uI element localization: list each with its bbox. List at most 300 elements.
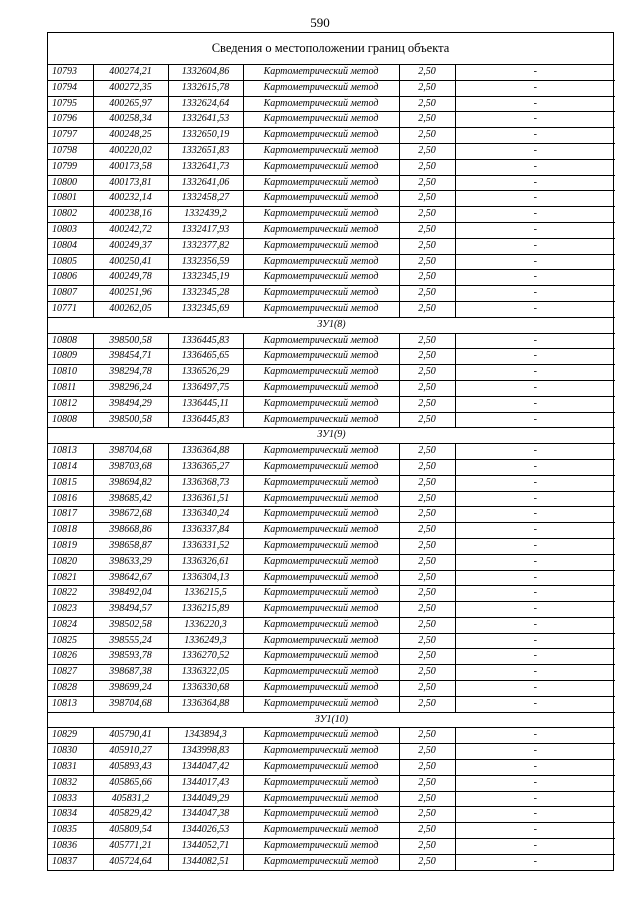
point-number-cell: 10799 (48, 159, 93, 175)
description-cell: - (455, 333, 615, 349)
method-cell: Картометрический метод (243, 254, 399, 270)
table-row (48, 839, 615, 855)
coordinate-y-cell: 1336465,65 (168, 349, 243, 365)
point-number-cell: 10817 (48, 507, 93, 523)
point-number-cell: 10819 (48, 538, 93, 554)
point-number-cell: 10826 (48, 649, 93, 665)
accuracy-cell: 2,50 (399, 775, 455, 791)
method-cell: Картометрический метод (243, 238, 399, 254)
description-cell: - (455, 491, 615, 507)
coordinate-x-cell: 398500,58 (93, 412, 168, 428)
accuracy-cell: 2,50 (399, 586, 455, 602)
coordinate-x-cell: 405724,64 (93, 854, 168, 869)
coordinate-x-cell: 405790,41 (93, 728, 168, 744)
section-row (48, 317, 615, 333)
coordinate-y-cell: 1336249,3 (168, 633, 243, 649)
point-number-cell: 10829 (48, 728, 93, 744)
coordinate-y-cell: 1336497,75 (168, 380, 243, 396)
method-cell: Картометрический метод (243, 207, 399, 223)
description-cell: - (455, 396, 615, 412)
table-row (48, 459, 615, 475)
point-number-cell: 10796 (48, 112, 93, 128)
coordinate-y-cell: 1332641,06 (168, 175, 243, 191)
section-label: ЗУ1(9) (48, 428, 615, 444)
description-cell: - (455, 681, 615, 697)
method-cell: Картометрический метод (243, 538, 399, 554)
coordinate-x-cell: 398633,29 (93, 554, 168, 570)
coordinate-y-cell: 1336215,5 (168, 586, 243, 602)
table-row (48, 507, 615, 523)
description-cell: - (455, 807, 615, 823)
method-cell: Картометрический метод (243, 775, 399, 791)
table-row (48, 286, 615, 302)
description-cell: - (455, 459, 615, 475)
accuracy-cell: 2,50 (399, 854, 455, 869)
table-row (48, 444, 615, 460)
table-row (48, 823, 615, 839)
accuracy-cell: 2,50 (399, 191, 455, 207)
method-cell: Картометрический метод (243, 96, 399, 112)
point-number-cell: 10807 (48, 286, 93, 302)
table-row (48, 681, 615, 697)
coordinate-y-cell: 1336330,68 (168, 681, 243, 697)
accuracy-cell: 2,50 (399, 570, 455, 586)
coordinate-x-cell: 398672,68 (93, 507, 168, 523)
table-row (48, 523, 615, 539)
point-number-cell: 10825 (48, 633, 93, 649)
method-cell: Картометрический метод (243, 159, 399, 175)
section-row (48, 712, 615, 728)
coordinate-y-cell: 1336445,83 (168, 333, 243, 349)
point-number-cell: 10795 (48, 96, 93, 112)
description-cell: - (455, 207, 615, 223)
accuracy-cell: 2,50 (399, 649, 455, 665)
coordinate-y-cell: 1336220,3 (168, 617, 243, 633)
method-cell: Картометрический метод (243, 681, 399, 697)
table-header-title: Сведения о местоположении границ объекта (48, 33, 613, 65)
accuracy-cell: 2,50 (399, 696, 455, 712)
accuracy-cell: 2,50 (399, 617, 455, 633)
description-cell: - (455, 728, 615, 744)
method-cell: Картометрический метод (243, 333, 399, 349)
coordinate-x-cell: 405829,42 (93, 807, 168, 823)
method-cell: Картометрический метод (243, 507, 399, 523)
point-number-cell: 10823 (48, 602, 93, 618)
description-cell: - (455, 523, 615, 539)
description-cell: - (455, 349, 615, 365)
description-cell: - (455, 775, 615, 791)
description-cell: - (455, 96, 615, 112)
table-row (48, 349, 615, 365)
coordinate-x-cell: 400272,35 (93, 80, 168, 96)
description-cell: - (455, 143, 615, 159)
accuracy-cell: 2,50 (399, 159, 455, 175)
accuracy-cell: 2,50 (399, 475, 455, 491)
accuracy-cell: 2,50 (399, 507, 455, 523)
table-row (48, 760, 615, 776)
accuracy-cell: 2,50 (399, 286, 455, 302)
coordinate-x-cell: 405865,66 (93, 775, 168, 791)
accuracy-cell: 2,50 (399, 143, 455, 159)
table-row (48, 602, 615, 618)
accuracy-cell: 2,50 (399, 222, 455, 238)
coordinate-y-cell: 1336270,52 (168, 649, 243, 665)
table-row (48, 333, 615, 349)
description-cell: - (455, 570, 615, 586)
coordinate-x-cell: 400262,05 (93, 301, 168, 317)
point-number-cell: 10835 (48, 823, 93, 839)
table-row (48, 222, 615, 238)
coordinate-y-cell: 1332458,27 (168, 191, 243, 207)
table-row (48, 791, 615, 807)
coordinate-y-cell: 1336340,24 (168, 507, 243, 523)
method-cell: Картометрический метод (243, 286, 399, 302)
accuracy-cell: 2,50 (399, 665, 455, 681)
coordinate-x-cell: 398494,57 (93, 602, 168, 618)
coordinate-x-cell: 398500,58 (93, 333, 168, 349)
coordinate-x-cell: 400249,37 (93, 238, 168, 254)
method-cell: Картометрический метод (243, 80, 399, 96)
coordinate-x-cell: 400274,21 (93, 65, 168, 80)
method-cell: Картометрический метод (243, 270, 399, 286)
coordinate-x-cell: 400173,81 (93, 175, 168, 191)
point-number-cell: 10813 (48, 444, 93, 460)
accuracy-cell: 2,50 (399, 791, 455, 807)
method-cell: Картометрический метод (243, 665, 399, 681)
coordinate-x-cell: 398704,68 (93, 444, 168, 460)
description-cell: - (455, 586, 615, 602)
point-number-cell: 10797 (48, 128, 93, 144)
table-row (48, 175, 615, 191)
coordinate-x-cell: 400232,14 (93, 191, 168, 207)
table-row (48, 191, 615, 207)
method-cell: Картометрический метод (243, 491, 399, 507)
table-row (48, 396, 615, 412)
accuracy-cell: 2,50 (399, 396, 455, 412)
accuracy-cell: 2,50 (399, 633, 455, 649)
section-row (48, 428, 615, 444)
coordinate-x-cell: 400250,41 (93, 254, 168, 270)
point-number-cell: 10800 (48, 175, 93, 191)
description-cell: - (455, 665, 615, 681)
page-number: 590 (310, 15, 330, 30)
point-number-cell: 10830 (48, 744, 93, 760)
accuracy-cell: 2,50 (399, 270, 455, 286)
coordinate-y-cell: 1332641,53 (168, 112, 243, 128)
point-number-cell: 10832 (48, 775, 93, 791)
accuracy-cell: 2,50 (399, 175, 455, 191)
coordinate-x-cell: 400220,02 (93, 143, 168, 159)
table-row (48, 96, 615, 112)
coordinate-x-cell: 400248,25 (93, 128, 168, 144)
method-cell: Картометрический метод (243, 191, 399, 207)
accuracy-cell: 2,50 (399, 238, 455, 254)
coordinate-y-cell: 1336368,73 (168, 475, 243, 491)
description-cell: - (455, 617, 615, 633)
point-number-cell: 10801 (48, 191, 93, 207)
coordinate-y-cell: 1336361,51 (168, 491, 243, 507)
section-label: ЗУ1(10) (48, 712, 615, 728)
accuracy-cell: 2,50 (399, 254, 455, 270)
description-cell: - (455, 128, 615, 144)
coordinate-y-cell: 1344049,29 (168, 791, 243, 807)
description-cell: - (455, 538, 615, 554)
table-row (48, 570, 615, 586)
coordinate-x-cell: 400238,16 (93, 207, 168, 223)
description-cell: - (455, 222, 615, 238)
description-cell: - (455, 507, 615, 523)
table-row (48, 80, 615, 96)
coordinate-y-cell: 1336364,88 (168, 696, 243, 712)
point-number-cell: 10815 (48, 475, 93, 491)
accuracy-cell: 2,50 (399, 301, 455, 317)
accuracy-cell: 2,50 (399, 523, 455, 539)
accuracy-cell: 2,50 (399, 728, 455, 744)
method-cell: Картометрический метод (243, 175, 399, 191)
method-cell: Картометрический метод (243, 602, 399, 618)
coordinate-x-cell: 400242,72 (93, 222, 168, 238)
coordinate-y-cell: 1332439,2 (168, 207, 243, 223)
description-cell: - (455, 839, 615, 855)
accuracy-cell: 2,50 (399, 349, 455, 365)
coordinate-x-cell: 398294,78 (93, 365, 168, 381)
accuracy-cell: 2,50 (399, 807, 455, 823)
coordinate-x-cell: 398555,24 (93, 633, 168, 649)
accuracy-cell: 2,50 (399, 365, 455, 381)
accuracy-cell: 2,50 (399, 207, 455, 223)
coordinate-x-cell: 398685,42 (93, 491, 168, 507)
description-cell: - (455, 175, 615, 191)
point-number-cell: 10822 (48, 586, 93, 602)
table-row (48, 112, 615, 128)
table-row (48, 538, 615, 554)
table-row (48, 207, 615, 223)
table-row (48, 775, 615, 791)
description-cell: - (455, 65, 615, 80)
coordinate-y-cell: 1332615,78 (168, 80, 243, 96)
description-cell: - (455, 365, 615, 381)
coordinate-x-cell: 405809,54 (93, 823, 168, 839)
point-number-cell: 10814 (48, 459, 93, 475)
description-cell: - (455, 444, 615, 460)
point-number-cell: 10827 (48, 665, 93, 681)
description-cell: - (455, 159, 615, 175)
coordinate-y-cell: 1344017,43 (168, 775, 243, 791)
point-number-cell: 10798 (48, 143, 93, 159)
method-cell: Картометрический метод (243, 570, 399, 586)
method-cell: Картометрический метод (243, 823, 399, 839)
coordinate-y-cell: 1336365,27 (168, 459, 243, 475)
accuracy-cell: 2,50 (399, 554, 455, 570)
accuracy-cell: 2,50 (399, 112, 455, 128)
table-row (48, 696, 615, 712)
coordinate-x-cell: 398658,87 (93, 538, 168, 554)
accuracy-cell: 2,50 (399, 760, 455, 776)
coordinate-y-cell: 1332604,86 (168, 65, 243, 80)
point-number-cell: 10836 (48, 839, 93, 855)
point-number-cell: 10802 (48, 207, 93, 223)
coordinate-x-cell: 405831,2 (93, 791, 168, 807)
method-cell: Картометрический метод (243, 301, 399, 317)
coordinate-y-cell: 1332417,93 (168, 222, 243, 238)
method-cell: Картометрический метод (243, 617, 399, 633)
point-number-cell: 10821 (48, 570, 93, 586)
coordinate-y-cell: 1332624,64 (168, 96, 243, 112)
method-cell: Картометрический метод (243, 728, 399, 744)
table-row (48, 238, 615, 254)
method-cell: Картометрический метод (243, 791, 399, 807)
accuracy-cell: 2,50 (399, 65, 455, 80)
accuracy-cell: 2,50 (399, 459, 455, 475)
coordinate-x-cell: 398704,68 (93, 696, 168, 712)
coordinate-x-cell: 405910,27 (93, 744, 168, 760)
description-cell: - (455, 238, 615, 254)
coordinate-y-cell: 1332377,82 (168, 238, 243, 254)
accuracy-cell: 2,50 (399, 333, 455, 349)
description-cell: - (455, 554, 615, 570)
method-cell: Картометрический метод (243, 807, 399, 823)
coordinate-x-cell: 400258,34 (93, 112, 168, 128)
table-row (48, 744, 615, 760)
coordinate-y-cell: 1332345,69 (168, 301, 243, 317)
coordinate-x-cell: 398687,38 (93, 665, 168, 681)
table-row (48, 159, 615, 175)
point-number-cell: 10834 (48, 807, 93, 823)
point-number-cell: 10816 (48, 491, 93, 507)
coordinate-x-cell: 405893,43 (93, 760, 168, 776)
table-row (48, 301, 615, 317)
table-row (48, 412, 615, 428)
coordinate-y-cell: 1343998,83 (168, 744, 243, 760)
section-label: ЗУ1(8) (48, 317, 615, 333)
table-row (48, 270, 615, 286)
accuracy-cell: 2,50 (399, 96, 455, 112)
table-row (48, 554, 615, 570)
description-cell: - (455, 823, 615, 839)
coordinates-table (48, 65, 615, 870)
description-cell: - (455, 380, 615, 396)
method-cell: Картометрический метод (243, 475, 399, 491)
coordinate-y-cell: 1344047,38 (168, 807, 243, 823)
point-number-cell: 10809 (48, 349, 93, 365)
point-number-cell: 10812 (48, 396, 93, 412)
method-cell: Картометрический метод (243, 854, 399, 869)
coordinate-y-cell: 1344052,71 (168, 839, 243, 855)
table-row (48, 254, 615, 270)
point-number-cell: 10824 (48, 617, 93, 633)
description-cell: - (455, 696, 615, 712)
coordinate-y-cell: 1336337,84 (168, 523, 243, 539)
description-cell: - (455, 602, 615, 618)
accuracy-cell: 2,50 (399, 823, 455, 839)
method-cell: Картометрический метод (243, 744, 399, 760)
description-cell: - (455, 760, 615, 776)
point-number-cell: 10831 (48, 760, 93, 776)
coordinate-x-cell: 398703,68 (93, 459, 168, 475)
point-number-cell: 10813 (48, 696, 93, 712)
method-cell: Картометрический метод (243, 839, 399, 855)
point-number-cell: 10808 (48, 333, 93, 349)
table-row (48, 365, 615, 381)
description-cell: - (455, 191, 615, 207)
point-number-cell: 10793 (48, 65, 93, 80)
accuracy-cell: 2,50 (399, 80, 455, 96)
coordinate-y-cell: 1336322,05 (168, 665, 243, 681)
method-cell: Картометрический метод (243, 523, 399, 539)
coordinate-x-cell: 405771,21 (93, 839, 168, 855)
table-row (48, 65, 615, 80)
description-cell: - (455, 112, 615, 128)
method-cell: Картометрический метод (243, 349, 399, 365)
coordinate-y-cell: 1332345,28 (168, 286, 243, 302)
description-cell: - (455, 633, 615, 649)
accuracy-cell: 2,50 (399, 839, 455, 855)
description-cell: - (455, 412, 615, 428)
coordinate-x-cell: 400249,78 (93, 270, 168, 286)
method-cell: Картометрический метод (243, 222, 399, 238)
table-row (48, 475, 615, 491)
method-cell: Картометрический метод (243, 649, 399, 665)
description-cell: - (455, 649, 615, 665)
method-cell: Картометрический метод (243, 459, 399, 475)
description-cell: - (455, 744, 615, 760)
method-cell: Картометрический метод (243, 143, 399, 159)
method-cell: Картометрический метод (243, 380, 399, 396)
coordinate-x-cell: 400265,97 (93, 96, 168, 112)
description-cell: - (455, 791, 615, 807)
point-number-cell: 10794 (48, 80, 93, 96)
coordinate-x-cell: 398699,24 (93, 681, 168, 697)
coordinate-y-cell: 1332650,19 (168, 128, 243, 144)
point-number-cell: 10806 (48, 270, 93, 286)
point-number-cell: 10810 (48, 365, 93, 381)
method-cell: Картометрический метод (243, 633, 399, 649)
coordinate-x-cell: 398454,71 (93, 349, 168, 365)
point-number-cell: 10818 (48, 523, 93, 539)
point-number-cell: 10804 (48, 238, 93, 254)
method-cell: Картометрический метод (243, 396, 399, 412)
coordinate-y-cell: 1336326,61 (168, 554, 243, 570)
method-cell: Картометрический метод (243, 412, 399, 428)
coordinate-y-cell: 1344082,51 (168, 854, 243, 869)
method-cell: Картометрический метод (243, 65, 399, 80)
coordinate-x-cell: 398296,24 (93, 380, 168, 396)
method-cell: Картометрический метод (243, 128, 399, 144)
accuracy-cell: 2,50 (399, 744, 455, 760)
description-cell: - (455, 80, 615, 96)
description-cell: - (455, 854, 615, 869)
table-row (48, 665, 615, 681)
description-cell: - (455, 254, 615, 270)
point-number-cell: 10833 (48, 791, 93, 807)
method-cell: Картометрический метод (243, 760, 399, 776)
coordinate-x-cell: 398492,04 (93, 586, 168, 602)
accuracy-cell: 2,50 (399, 412, 455, 428)
table-row (48, 128, 615, 144)
method-cell: Картометрический метод (243, 112, 399, 128)
accuracy-cell: 2,50 (399, 380, 455, 396)
table-row (48, 586, 615, 602)
point-number-cell: 10828 (48, 681, 93, 697)
point-number-cell: 10837 (48, 854, 93, 869)
coordinate-x-cell: 398502,58 (93, 617, 168, 633)
method-cell: Картометрический метод (243, 365, 399, 381)
coordinate-x-cell: 400173,58 (93, 159, 168, 175)
coordinate-y-cell: 1336364,88 (168, 444, 243, 460)
point-number-cell: 10771 (48, 301, 93, 317)
coordinate-y-cell: 1332641,73 (168, 159, 243, 175)
coordinate-y-cell: 1332651,83 (168, 143, 243, 159)
